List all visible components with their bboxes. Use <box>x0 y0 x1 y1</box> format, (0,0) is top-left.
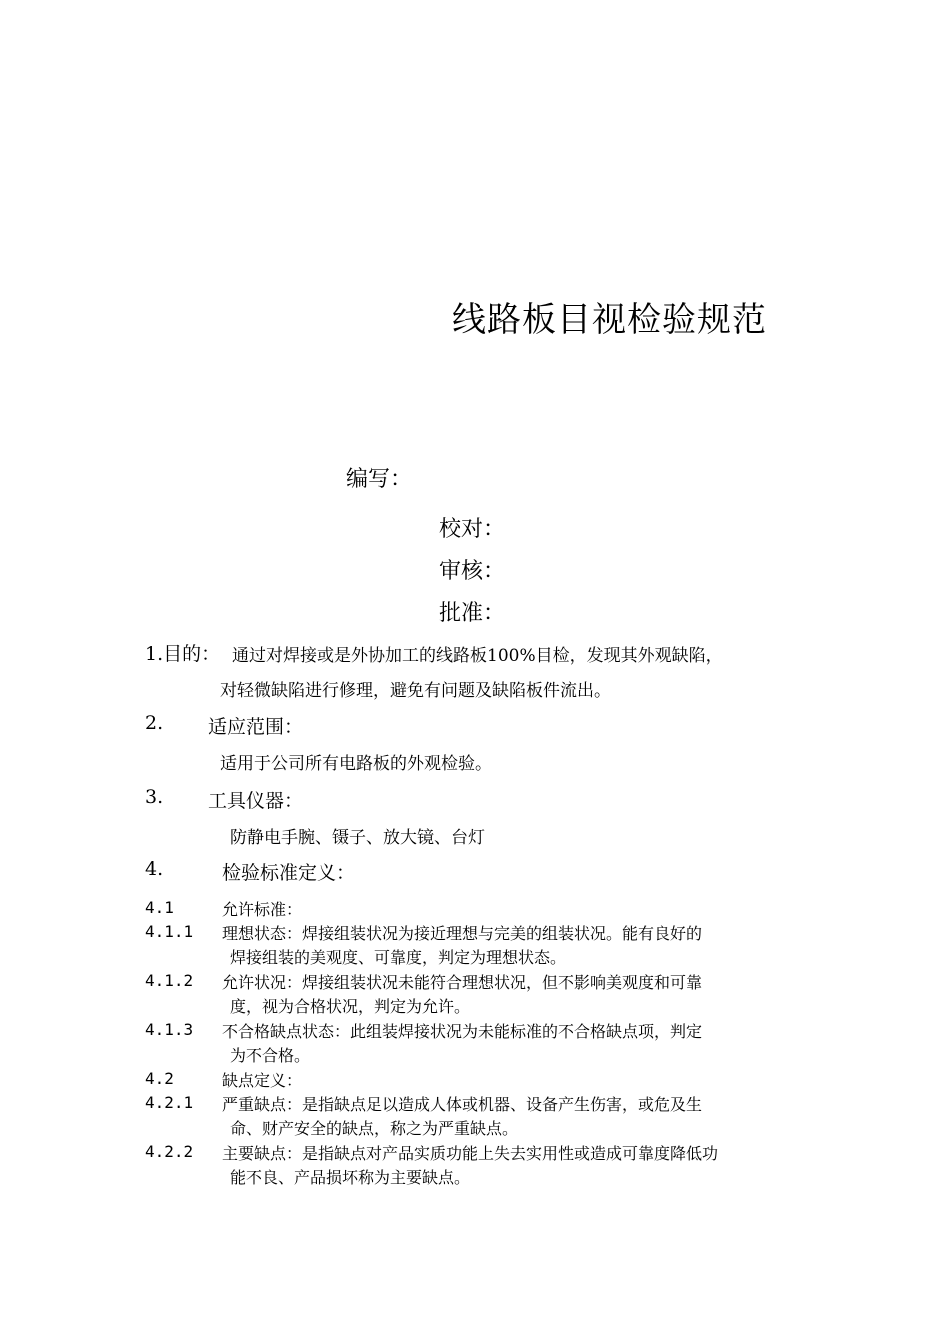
item-number: 4.1.1 <box>145 922 194 941</box>
scope-number: 2. <box>145 712 164 734</box>
item-number: 4.2 <box>145 1069 174 1088</box>
proofread-label: 校对： <box>439 517 506 542</box>
standards-number: 4. <box>145 858 164 880</box>
item-line-continued: 度，视为合格状况，判定为允许。 <box>230 997 471 1016</box>
review-label: 审核： <box>439 559 506 584</box>
purpose-text-line2: 对轻微缺陷进行修理，避免有问题及缺陷板件流出。 <box>220 681 611 701</box>
item-number: 4.1 <box>145 898 174 917</box>
tools-text: 防静电手腕、镊子、放大镜、台灯 <box>230 828 485 848</box>
item-line: 允许标准： <box>222 900 303 919</box>
item-line-continued: 为不合格。 <box>230 1046 311 1065</box>
approve-label: 批准： <box>439 601 506 626</box>
item-line: 不合格缺点状态：此组装焊接状况为未能标准的不合格缺点项，判定 <box>222 1022 703 1041</box>
item-line-continued: 焊接组装的美观度、可靠度，判定为理想状态。 <box>230 948 567 967</box>
item-number: 4.1.3 <box>145 1020 194 1039</box>
item-line: 允许状况：焊接组装状况未能符合理想状况，但不影响美观度和可靠 <box>222 973 703 992</box>
author-label: 编写： <box>346 467 413 492</box>
purpose-text-line1: 通过对焊接或是外协加工的线路板100%目检，发现其外观缺陷， <box>232 646 723 666</box>
item-line-continued: 命、财产安全的缺点，称之为严重缺点。 <box>230 1119 519 1138</box>
item-line: 缺点定义： <box>222 1071 303 1090</box>
item-line: 主要缺点：是指缺点对产品实质功能上失去实用性或造成可靠度降低功 <box>222 1144 719 1163</box>
item-line: 理想状态：焊接组装状况为接近理想与完美的组装状况。能有良好的 <box>222 924 703 943</box>
item-line-continued: 能不良、产品损坏称为主要缺点。 <box>230 1168 471 1187</box>
purpose-label: 1.目的： <box>145 643 221 665</box>
scope-heading: 适应范围： <box>208 716 304 738</box>
item-number: 4.1.2 <box>145 971 194 990</box>
item-line: 严重缺点：是指缺点足以造成人体或机器、设备产生伤害，或危及生 <box>222 1095 703 1114</box>
tools-heading: 工具仪器： <box>208 790 304 812</box>
item-number: 4.2.1 <box>145 1093 194 1112</box>
tools-number: 3. <box>145 786 164 808</box>
document-title: 线路板目视检验规范 <box>452 300 767 340</box>
item-number: 4.2.2 <box>145 1142 194 1161</box>
scope-text: 适用于公司所有电路板的外观检验。 <box>220 754 492 774</box>
standards-heading: 检验标准定义： <box>222 862 356 884</box>
